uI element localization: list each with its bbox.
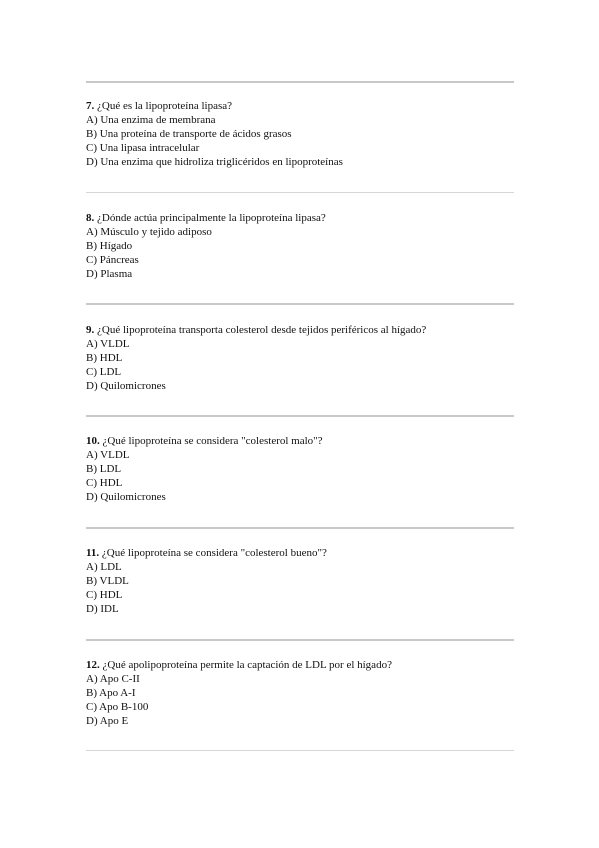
answer-option: C) Páncreas [86, 254, 139, 266]
question-block [86, 434, 516, 504]
answer-option: B) VLDL [86, 575, 129, 587]
question-prompt [86, 658, 516, 672]
answer-option: D) Quilomicrones [86, 491, 166, 503]
answer-option: C) LDL [86, 366, 122, 378]
question-text: ¿Qué lipoproteína se considera "colesterol bueno"? [101, 547, 327, 559]
question-number: 11. [86, 547, 100, 559]
answer-option: C) HDL [86, 589, 123, 601]
answer-option: C) Apo B-100 [86, 701, 149, 713]
answer-option: A) VLDL [86, 338, 130, 350]
answer-option: A) LDL [86, 561, 122, 573]
divider [86, 415, 514, 417]
question-text: ¿Dónde actúa principalmente la lipoproteína lipasa? [97, 212, 326, 224]
question-block [86, 99, 516, 169]
question-number: 7. [86, 100, 95, 112]
question-number: 10. [86, 435, 100, 447]
answer-option: B) HDL [86, 352, 123, 364]
question-text: ¿Qué es la lipoproteína lipasa? [97, 100, 233, 112]
answer-option: C) Una lipasa intracelular [86, 142, 200, 154]
answer-option: D) Apo E [86, 715, 129, 727]
answer-option: B) Hígado [86, 240, 133, 252]
answer-option: D) Quilomicrones [86, 380, 166, 392]
answer-option: B) Apo A-I [86, 687, 136, 699]
answer-option: D) IDL [86, 603, 119, 615]
divider [86, 527, 514, 529]
question-text: ¿Qué lipoproteína transporta colesterol desde tejidos periféricos al hígado? [97, 324, 427, 336]
question-prompt [86, 99, 516, 113]
divider [86, 192, 514, 193]
question-prompt [86, 546, 516, 560]
divider [86, 639, 514, 641]
question-block [86, 658, 516, 728]
answer-option: B) LDL [86, 463, 122, 475]
answer-option: B) Una proteína de transporte de ácidos grasos [86, 128, 292, 140]
question-block [86, 546, 516, 616]
divider [86, 81, 514, 83]
answer-option: A) Una enzima de membrana [86, 114, 216, 126]
answer-option: C) HDL [86, 477, 123, 489]
answer-option: A) Apo C-II [86, 673, 140, 685]
question-block [86, 323, 516, 393]
question-text: ¿Qué lipoproteína se considera "colesterol malo"? [102, 435, 323, 447]
question-block [86, 211, 516, 281]
question-number: 12. [86, 659, 100, 671]
answer-option: A) VLDL [86, 449, 130, 461]
divider [86, 750, 514, 751]
question-prompt [86, 323, 516, 337]
answer-option: D) Una enzima que hidroliza triglicéridos en lipoproteínas [86, 156, 343, 168]
question-text: ¿Qué apolipoproteína permite la captación de LDL por el hígado? [102, 659, 392, 671]
question-number: 9. [86, 324, 95, 336]
answer-option: D) Plasma [86, 268, 133, 280]
question-prompt [86, 434, 516, 448]
divider [86, 303, 514, 305]
question-number: 8. [86, 212, 95, 224]
answer-option: A) Músculo y tejido adiposo [86, 226, 212, 238]
question-prompt [86, 211, 516, 225]
